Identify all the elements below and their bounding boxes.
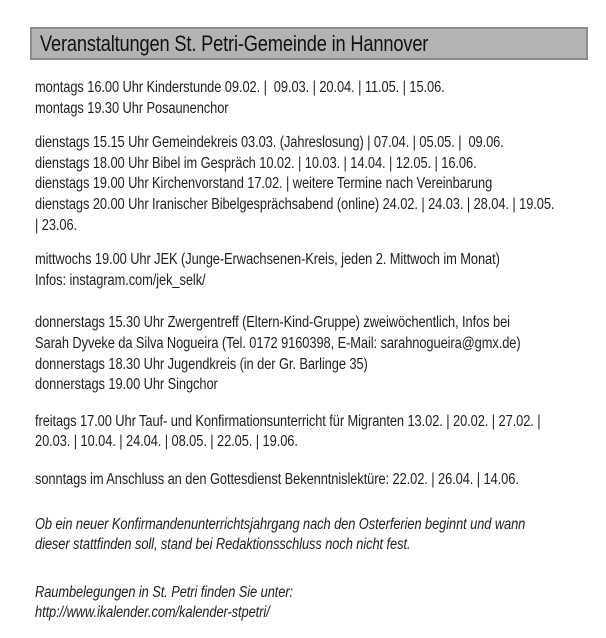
event-line-contact: Sarah Dyveke da Silva Nogueira (Tel. 0172 9160398, E-Mail: sarahnogueira@gmx.de) — [35, 334, 521, 352]
note-line: Raumbelegungen in St. Petri finden Sie unter: — [35, 583, 294, 601]
note-line: dieser stattfinden soll, stand bei Redaktionsschluss noch nicht fest. — [35, 536, 411, 554]
page-title: Veranstaltungen St. Petri-Gemeinde in Hannover — [40, 30, 429, 56]
event-line: montags 19.30 Uhr Posaunenchor — [35, 99, 229, 117]
events-dienstags — [35, 133, 606, 236]
event-line: freitags 17.00 Uhr Tauf- und Konfirmationsunterricht für Migranten 13.02. | 20.02. | 27.02. | — [35, 412, 541, 430]
events-freitags — [35, 412, 606, 453]
event-line-instagram-link: Infos: instagram.com/jek_selk/ — [35, 271, 206, 289]
events-mittwochs — [35, 250, 606, 291]
event-line: dienstags 20.00 Uhr Iranischer Bibelgesprächsabend (online) 24.02. | 24.03. | 28.04. | 19.05. — [35, 195, 555, 213]
event-line: montags 16.00 Uhr Kinderstunde 09.02. | 09.03. | 20.04. | 11.05. | 15.06. — [35, 79, 445, 96]
event-line: donnerstags 19.00 Uhr Singchor — [35, 376, 218, 394]
events-montags — [35, 78, 606, 119]
event-line: | 23.06. — [35, 216, 78, 234]
event-line: donnerstags 18.30 Uhr Jugendkreis (in der Gr. Barlinge 35) — [35, 355, 368, 373]
event-line: donnerstags 15.30 Uhr Zwergentreff (Eltern-Kind-Gruppe) zweiwöchentlich, Infos bei — [35, 314, 510, 332]
event-line: dienstags 19.00 Uhr Kirchenvorstand 17.02. | weitere Termine nach Vereinbarung — [35, 175, 493, 193]
note-line: Ob ein neuer Konfirmandenunterrichtsjahrgang nach den Osterferien beginnt und wann — [35, 515, 526, 533]
page-title-bar — [30, 27, 588, 60]
event-line: sonntags im Anschluss an den Gottesdienst Bekenntnislektüre: 22.02. | 26.04. | 14.06. — [35, 470, 519, 488]
note-line-calendar-url: http://www.ikalender.com/kalender-stpetri/ — [35, 604, 270, 622]
event-line: mittwochs 19.00 Uhr JEK (Junge-Erwachsenen-Kreis, jeden 2. Mittwoch im Monat) — [35, 251, 500, 269]
event-line: dienstags 15.15 Uhr Gemeindekreis 03.03. (Jahreslosung) | 07.04. | 05.05. | 09.06. — [35, 134, 504, 152]
events-list — [35, 78, 606, 624]
event-line: dienstags 18.00 Uhr Bibel im Gespräch 10.02. | 10.03. | 14.04. | 12.05. | 16.06. — [35, 154, 477, 172]
note-konfirmandenunterricht — [35, 515, 606, 556]
event-line: 20.03. | 10.04. | 24.04. | 08.05. | 22.05. | 19.06. — [35, 433, 298, 451]
note-raumbelegungen — [35, 583, 606, 624]
events-sonntags — [35, 470, 606, 491]
events-donnerstags — [35, 313, 606, 395]
